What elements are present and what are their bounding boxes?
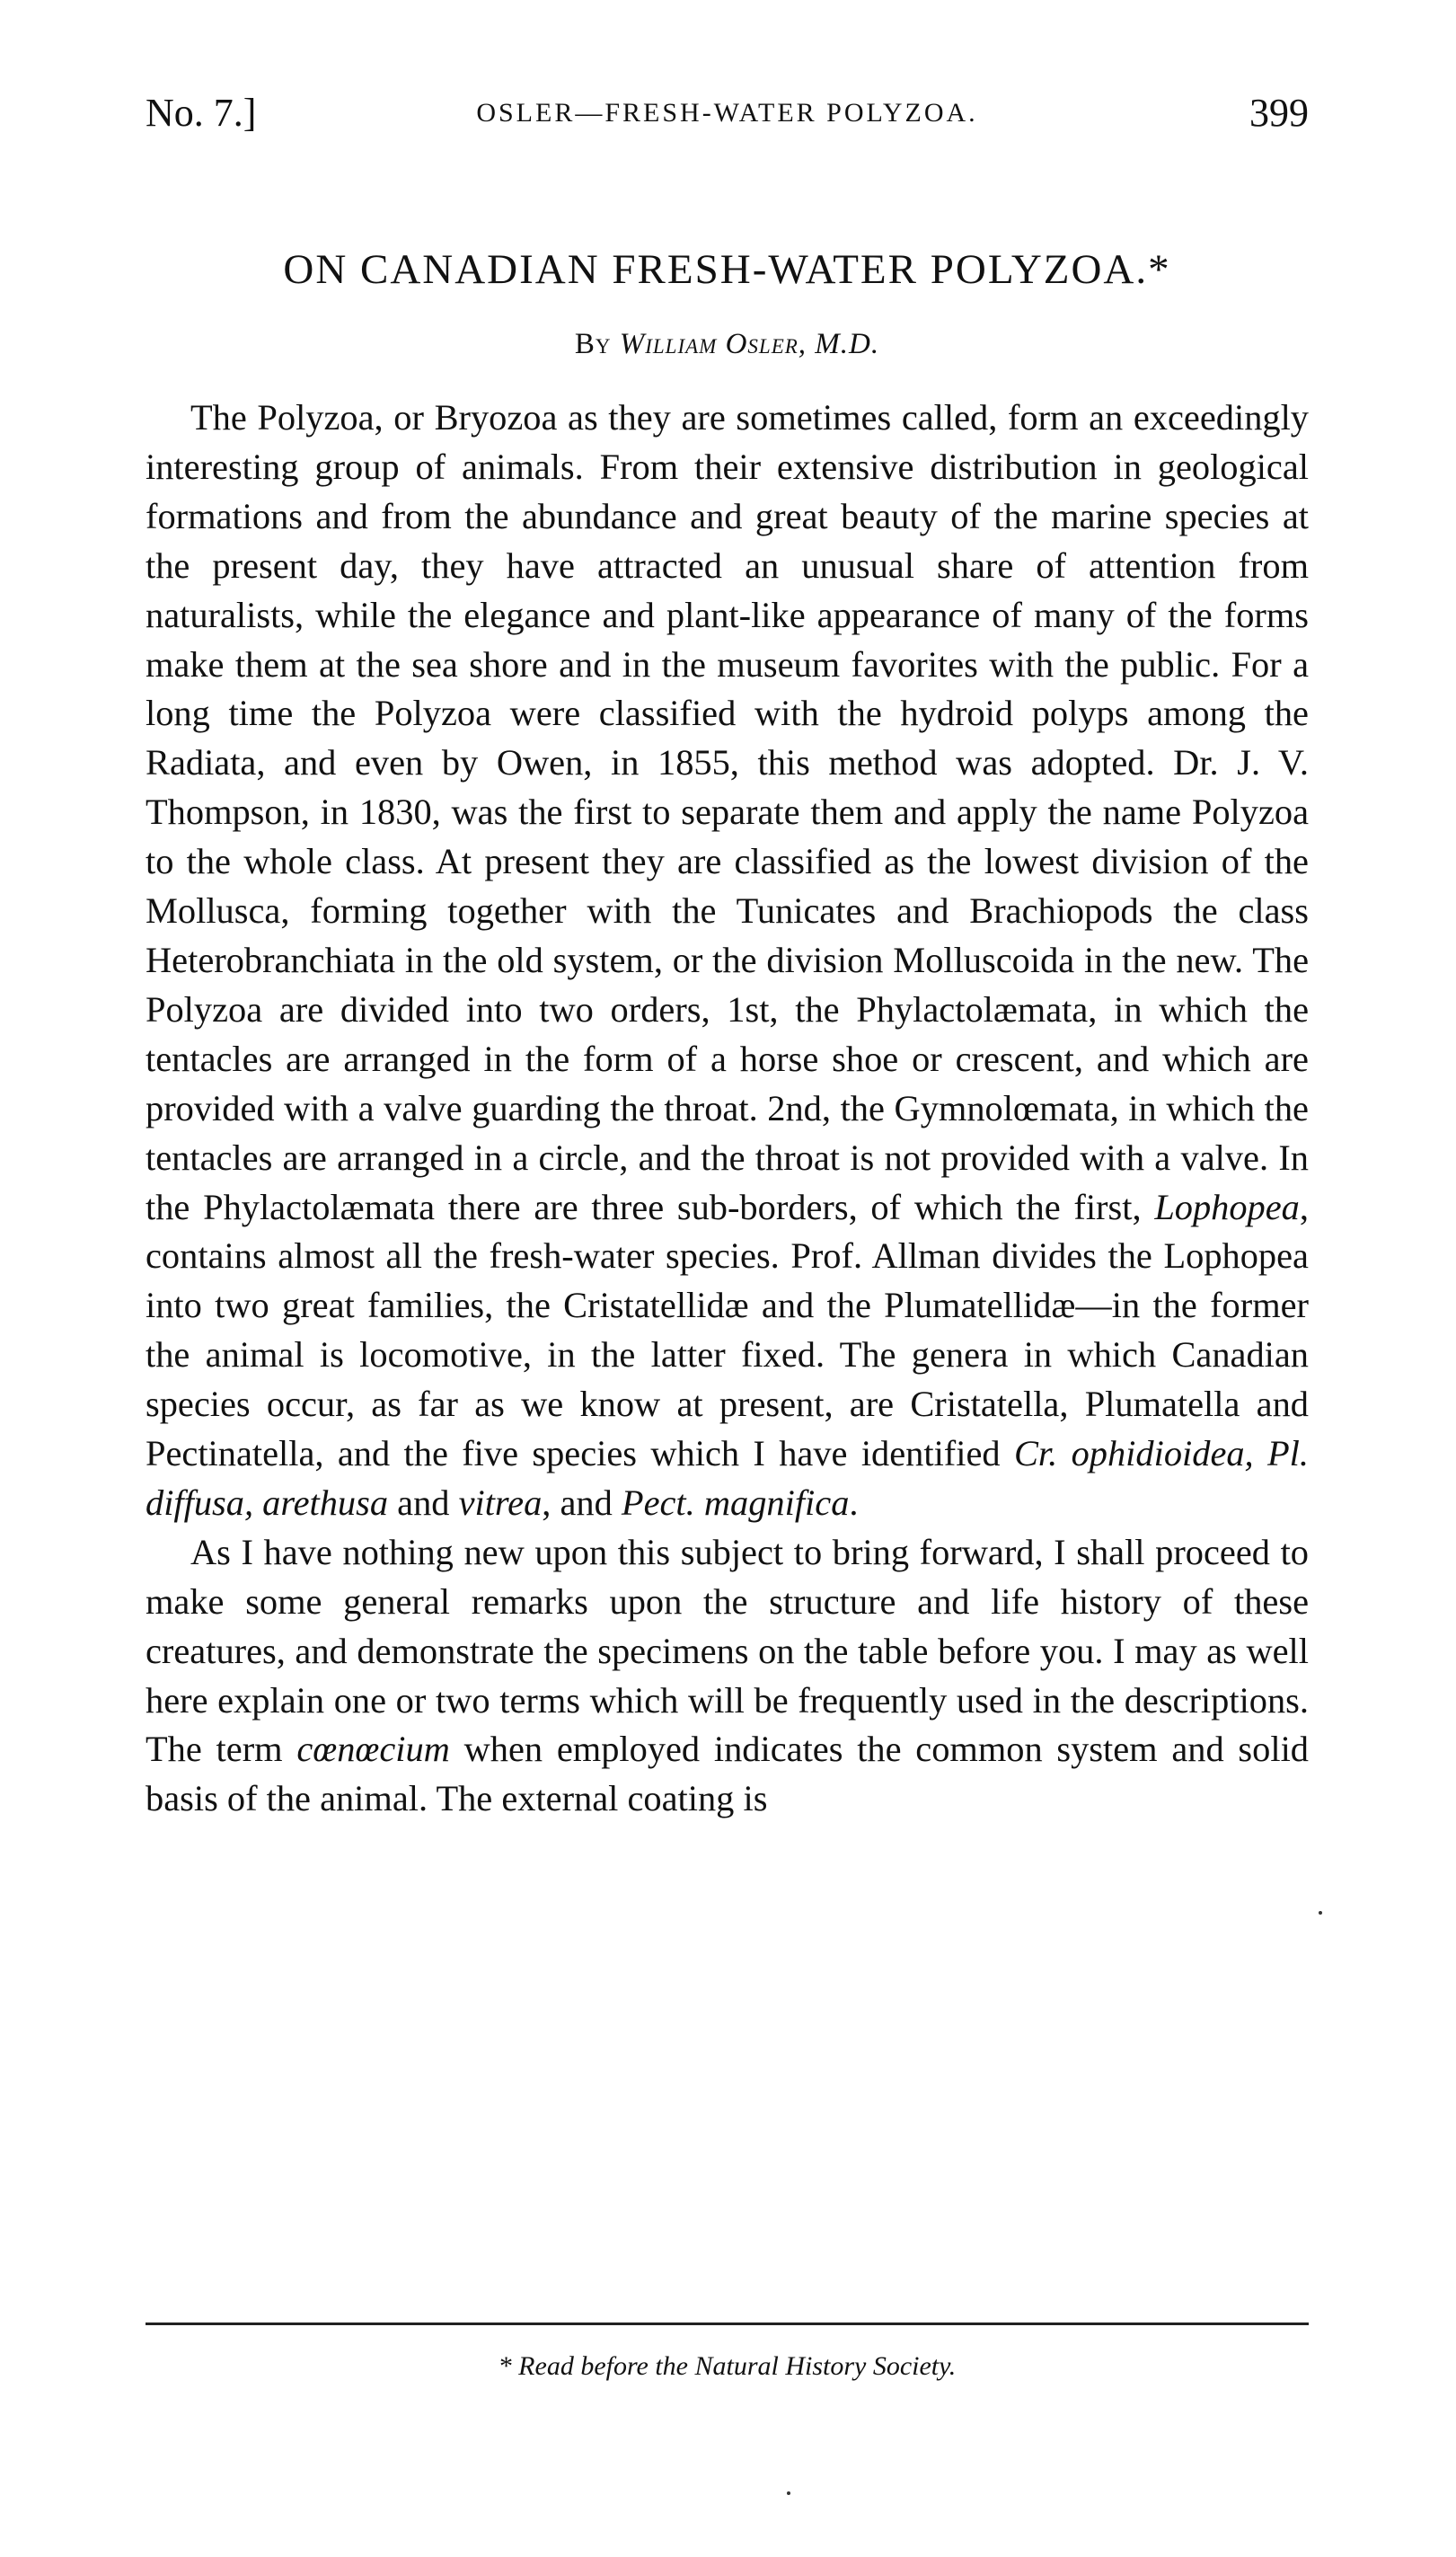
article-body <box>146 394 1309 1824</box>
paragraph-1-text-c: and <box>388 1482 459 1523</box>
footnote-rule <box>146 2323 1309 2325</box>
paragraph-2 <box>146 1528 1309 1824</box>
paragraph-2-text-a: As I have nothing new upon this subject to bring forward, I shall proceed to make some general remarks upon the structure and life history of these creatures, and demonstrate the specimens on the table before you. I may as well here explain one or two terms which will be frequently used in the descriptions. The term <box>146 1531 1309 1770</box>
running-head <box>146 86 1309 140</box>
print-speck <box>787 2491 790 2495</box>
paragraph-1-italic-pectinatella: Pect. magnifica <box>621 1482 850 1523</box>
paragraph-1-text-a: The Polyzoa, or Bryozoa as they are sometimes called, form an exceedingly interesting group of animals. From their extensive distribution in geological formations and from the abundance and great beauty of the marine species at the present day, they have attracted an unusual share of attention from naturalists, while the elegance and plant-like appearance of many of the forms make them at the sea shore and in the museum favorites with the public. For a long time the Polyzoa were classified with the hydroid polyps among the Radiata, and even by Owen, in 1855, this method was adopted. Dr. J. V. Thompson, in 1830, was the first to separate them and apply the name Polyzoa to the whole class. At present they are classified as the lowest division of the Mollusca, forming together with the Tunicates and Brachiopods the class Heterobranchiata in the old system, or the division Molluscoida in the new. The Polyzoa are divided into two orders, 1st, the Phylactolæmata, in which the tentacles are arranged in the form of a horse shoe or crescent, and which are provided with a valve guarding the throat. 2nd, the Gymnolœmata, in which the tentacles are arranged in a circle, and the throat is not provided with a valve. In the Phylactolæmata there are three sub-borders, of which the first, <box>146 397 1309 1227</box>
article-title: ON CANADIAN FRESH-WATER POLYZOA.* <box>283 246 1171 293</box>
paragraph-1 <box>146 394 1309 1528</box>
issue-number: No. 7.] <box>146 91 257 135</box>
paragraph-1-text-e: . <box>849 1482 859 1523</box>
paragraph-2-italic-coenoecium: cœnœcium <box>296 1729 450 1770</box>
paragraph-1-text-d: , and <box>542 1482 622 1523</box>
paragraph-1-text-b: , contains almost all the fresh-water species. Prof. Allman divides the Lophopea into two great families, the Cristatellidæ and the Plumatellidæ—in the former the animal is locomotive, in the latter fixed. The genera in which Canadian species occur, as far as we know at present, are Cristatella, Plumatella and Pectinatella, and the five species which I have identified <box>146 1186 1309 1474</box>
footnote: * Read before the Natural History Society. <box>498 2351 957 2381</box>
paragraph-1-italic-lophopea: Lophopea <box>1154 1186 1300 1227</box>
running-title: OSLER—FRESH-WATER POLYZOA. <box>476 98 978 128</box>
paragraph-1-italic-vitrea: vitrea <box>458 1482 543 1523</box>
byline-author: William Osler, M.D. <box>619 328 880 360</box>
byline <box>146 322 1309 367</box>
paragraph-1-italic-species: Cr. ophidioidea, Pl. diffusa, arethusa <box>146 1433 1310 1523</box>
page-number: 399 <box>1249 91 1309 135</box>
print-speck <box>1319 1911 1322 1915</box>
byline-by: By <box>574 328 612 360</box>
paragraph-2-text-b: when employed indicates the common system and solid basis of the animal. The external coating is <box>146 1729 1309 1819</box>
